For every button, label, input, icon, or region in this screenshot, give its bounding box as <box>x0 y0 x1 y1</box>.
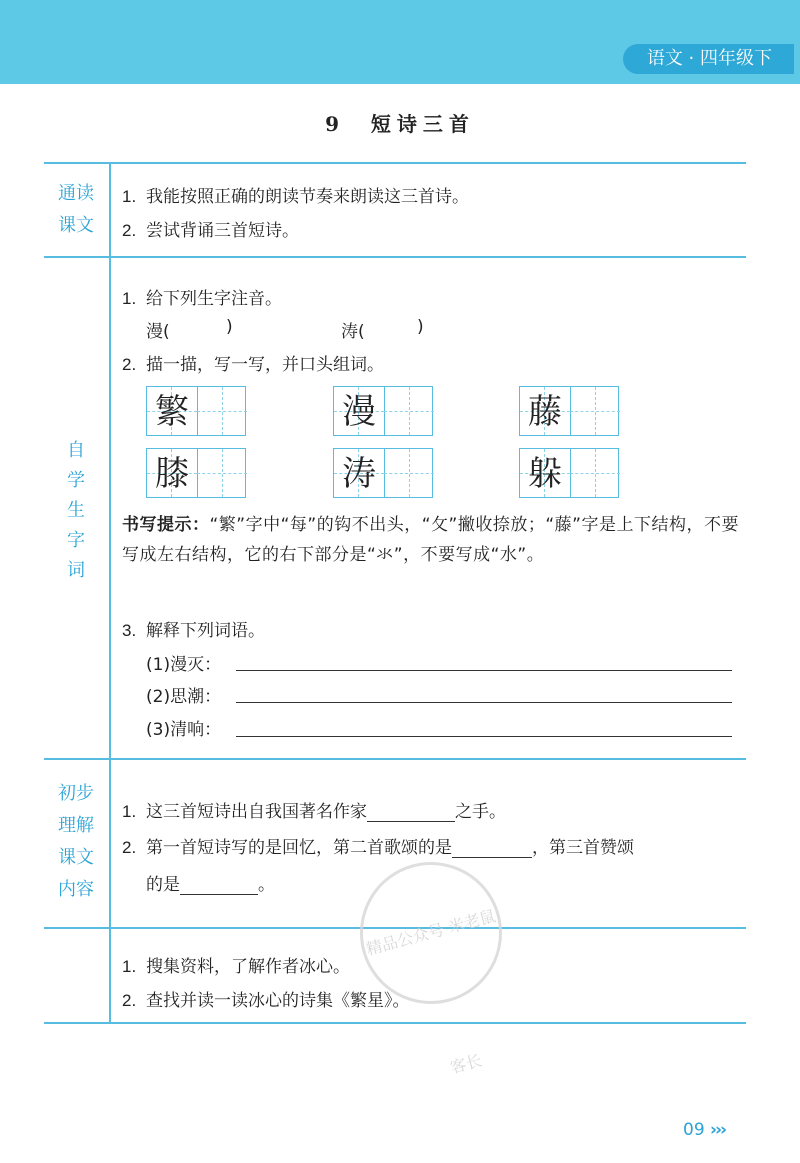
section-divider <box>44 256 746 258</box>
section-label-read: 通读 课文 <box>58 183 94 236</box>
writing-grid[interactable]: 躲 <box>519 448 619 498</box>
answer-line[interactable] <box>236 702 732 703</box>
writing-grid[interactable]: 膝 <box>146 448 246 498</box>
question-3: 3. 解释下列词语。 <box>122 621 265 641</box>
answer-line[interactable] <box>236 670 732 671</box>
arrow-icon: ››› <box>710 1120 726 1140</box>
pinyin-blank-close: ) <box>417 317 424 337</box>
term-label: (2)思潮： <box>146 687 222 707</box>
pinyin-char-man: 漫( <box>146 322 170 342</box>
term-label: (3)清响： <box>146 720 222 740</box>
lesson-name: 短诗三首 <box>370 112 475 136</box>
list-item: 1. 这三首短诗出自我国著名作家 之手。 <box>122 802 506 822</box>
section-label-understanding: 初步 理解 课文 内容 <box>58 783 94 900</box>
term-label: (1)漫灭： <box>146 655 222 675</box>
section-divider <box>44 162 746 164</box>
section-label-self-study: 自 学 生 字 词 <box>67 440 85 581</box>
section-divider <box>44 758 746 760</box>
list-item: 2. 尝试背诵三首短诗。 <box>122 221 299 241</box>
pinyin-char-tao: 涛( <box>341 322 365 342</box>
list-item: 1. 我能按照正确的朗读节奏来朗读这三首诗。 <box>122 187 469 207</box>
lesson-number: 9 <box>325 112 345 136</box>
lesson-title <box>0 108 800 137</box>
watermark-stamp: 精品公众号 米老鼠客长 <box>344 846 518 1020</box>
answer-line[interactable] <box>236 736 732 737</box>
question-2: 2. 描一描，写一写，并口头组词。 <box>122 355 384 375</box>
fill-blank[interactable] <box>180 876 258 895</box>
pinyin-blank-close: ) <box>226 317 233 337</box>
subject-grade-badge: 语文 · 四年级下 <box>623 44 794 74</box>
list-item: 2. 查找并读一读冰心的诗集《繁星》。 <box>122 991 410 1011</box>
writing-grid[interactable]: 涛 <box>333 448 433 498</box>
fill-blank[interactable] <box>452 839 532 858</box>
list-item: 2. 第一首短诗写的是回忆，第二首歌颂的是 ，第三首赞颂 <box>122 838 634 858</box>
page-number: 09 ››› <box>683 1120 726 1140</box>
writing-grid[interactable]: 藤 <box>519 386 619 436</box>
writing-grid[interactable]: 漫 <box>333 386 433 436</box>
list-item-continued: 的是 。 <box>146 875 275 895</box>
fill-blank[interactable] <box>367 803 455 822</box>
writing-grid[interactable]: 繁 <box>146 386 246 436</box>
question-1: 1. 给下列生字注音。 <box>122 289 282 309</box>
header-bar <box>0 0 800 84</box>
writing-tip: 书写提示：“繁”字中“每”的钩不出头，“攵”撇收捺放；“藤”字是上下结构，不要写成左右结构，它的右下部分是“氺”，不要写成“水”。 <box>122 515 739 565</box>
section-divider <box>44 1022 746 1024</box>
list-item: 1. 搜集资料，了解作者冰心。 <box>122 957 350 977</box>
column-divider <box>109 162 111 1024</box>
